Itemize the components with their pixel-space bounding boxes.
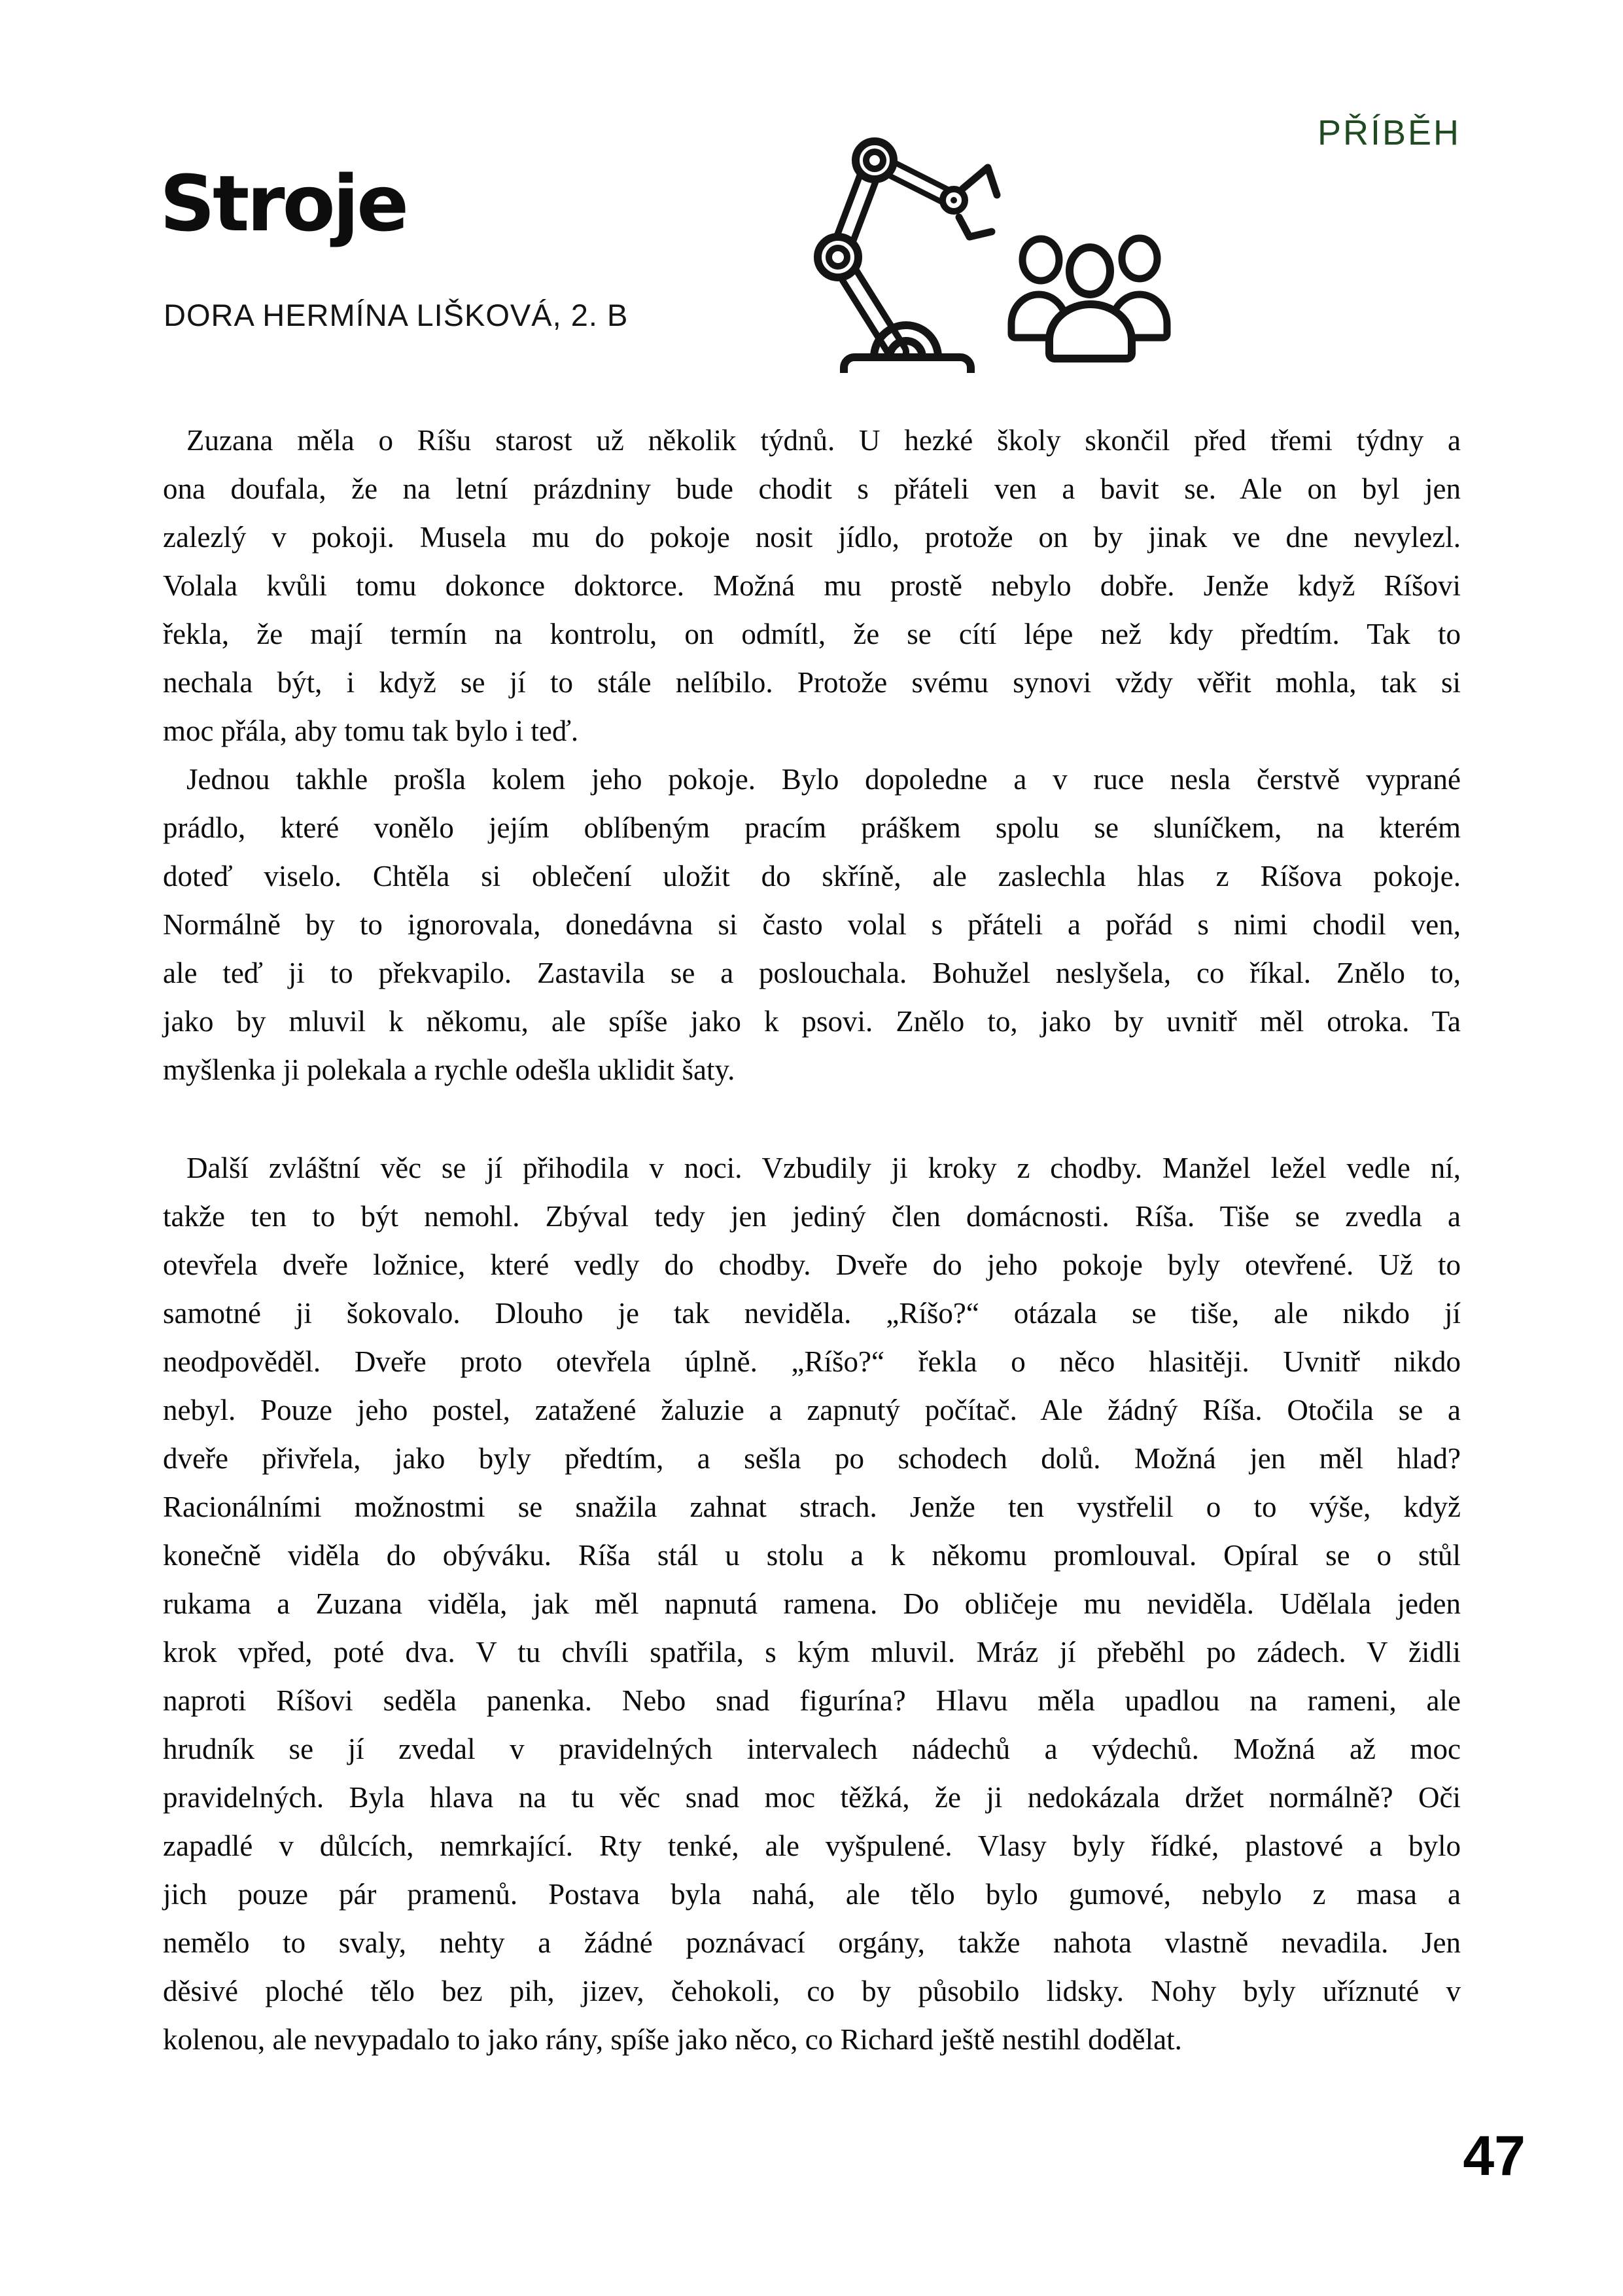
text-line: Normálně by to ignorovala, donedávna si často volal s přáteli a pořád s nimi chodil ven, (163, 908, 1461, 941)
paragraph (163, 755, 1461, 1094)
text-line: nemělo to svaly, nehty a žádné poznávací orgány, takže nahota vlastně nevadila. Jen (163, 1926, 1461, 1959)
text-line: Racionálními možnostmi se snažila zahnat strach. Jenže ten vystřelil o to výše, když (163, 1491, 1461, 1523)
text-line: Volala kvůli tomu dokonce doktorce. Možná mu prostě nebylo dobře. Jenže když Ríšovi (163, 569, 1461, 602)
text-line: takže ten to být nemohl. Zbýval tedy jen jediný člen domácnosti. Ríša. Tiše se zvedla a (163, 1200, 1461, 1233)
text-line: naproti Ríšovi seděla panenka. Nebo snad figurína? Hlavu měla upadlou na rameni, ale (163, 1684, 1461, 1717)
text-line: myšlenka ji polekala a rychle odešla uklidit šaty. (163, 1053, 735, 1086)
text-line: děsivé ploché tělo bez pih, jizev, čehokoli, co by působilo lidsky. Nohy byly uříznuté v (163, 1975, 1461, 2007)
text-line: zapadlé v důlcích, nemrkající. Rty tenké, ale vyšpulené. Vlasy byly řídké, plastové a bylo (163, 1829, 1461, 1862)
text-line: Zuzana měla o Ríšu starost už několik týdnů. U hezké školy skončil před třemi týdny a (186, 424, 1461, 457)
text-line: konečně viděla do obýváku. Ríša stál u stolu a k někomu promlouval. Opíral se o stůl (163, 1539, 1461, 1572)
text-line: Jednou takhle prošla kolem jeho pokoje. Bylo dopoledne a v ruce nesla čerstvě vyprané (186, 763, 1461, 796)
text-line: jich pouze pár pramenů. Postava byla nahá, ale tělo bylo gumové, nebylo z masa a (163, 1878, 1461, 1911)
robot-arm-icon (818, 141, 997, 373)
text-line: jako by mluvil k někomu, ale spíše jako k psovi. Znělo to, jako by uvnitř měl otroka. Ta (163, 1005, 1461, 1038)
robot-arm-and-people-icon (798, 98, 1217, 373)
text-line: samotné ji šokovalo. Dlouho je tak neviděla. „Ríšo?“ otázala se tiše, ale nikdo jí (163, 1297, 1461, 1330)
text-line: prádlo, které vonělo jejím oblíbeným pracím práškem spolu se sluníčkem, na kterém (163, 811, 1461, 844)
text-line: ale teď ji to překvapilo. Zastavila se a poslouchala. Bohužel neslyšela, co říkal. Znělo to, (163, 957, 1461, 989)
text-line: otevřela dveře ložnice, které vedly do chodby. Dveře do jeho pokoje byly otevřené. Už to (163, 1248, 1461, 1281)
text-line: řekla, že mají termín na kontrolu, on odmítl, že se cítí lépe než kdy předtím. Tak to (163, 618, 1461, 650)
page-title: Stroje (160, 158, 407, 249)
text-line: doteď viselo. Chtěla si oblečení uložit do skříně, ale zaslechla hlas z Ríšova pokoje. (163, 860, 1461, 892)
text-line: nechala být, i když se jí to stále nelíbilo. Protože svému synovi vždy věřit mohla, tak si (163, 666, 1461, 699)
paragraph (163, 1144, 1461, 2064)
text-line: krok vpřed, poté dva. V tu chvíli spatřila, s kým mluvil. Mráz jí přeběhl po zádech. V židli (163, 1636, 1461, 1669)
page-number: 47 (1463, 2125, 1526, 2187)
text-line: zalezlý v pokoji. Musela mu do pokoje nosit jídlo, protože on by jinak ve dne nevylezl. (163, 521, 1461, 554)
text-line: ona doufala, že na letní prázdniny bude chodit s přáteli ven a bavit se. Ale on byl jen (163, 472, 1461, 505)
text-line: nebyl. Pouze jeho postel, zatažené žaluzie a zapnutý počítač. Ale žádný Ríša. Otočila se a (163, 1394, 1461, 1426)
text-line: pravidelných. Byla hlava na tu věc snad moc těžká, že ji nedokázala držet normálně? Oči (163, 1781, 1461, 1814)
text-line: rukama a Zuzana viděla, jak měl napnutá ramena. Do obličeje mu neviděla. Udělala jeden (163, 1587, 1461, 1620)
story-text (163, 416, 1461, 2064)
people-group-icon (1011, 238, 1167, 359)
category-label: PŘÍBĚH (1317, 113, 1461, 152)
text-line: moc přála, aby tomu tak bylo i teď. (163, 715, 579, 747)
text-line: hrudník se jí zvedal v pravidelných intervalech nádechů a výdechů. Možná až moc (163, 1733, 1461, 1765)
text-line: dveře přivřela, jako byly předtím, a sešla po schodech dolů. Možná jen měl hlad? (163, 1442, 1461, 1475)
paragraph (163, 416, 1461, 755)
text-line: kolenou, ale nevypadalo to jako rány, spíše jako něco, co Richard ještě nestihl dodělat. (163, 2023, 1182, 2056)
text-line: neodpověděl. Dveře proto otevřela úplně. „Ríšo?“ řekla o něco hlasitěji. Uvnitř nikdo (163, 1345, 1461, 1378)
author-byline: DORA HERMÍNA LIŠKOVÁ, 2. B (164, 298, 629, 332)
text-line: Další zvláštní věc se jí přihodila v noci. Vzbudily ji kroky z chodby. Manžel ležel vedle ní, (186, 1152, 1461, 1184)
